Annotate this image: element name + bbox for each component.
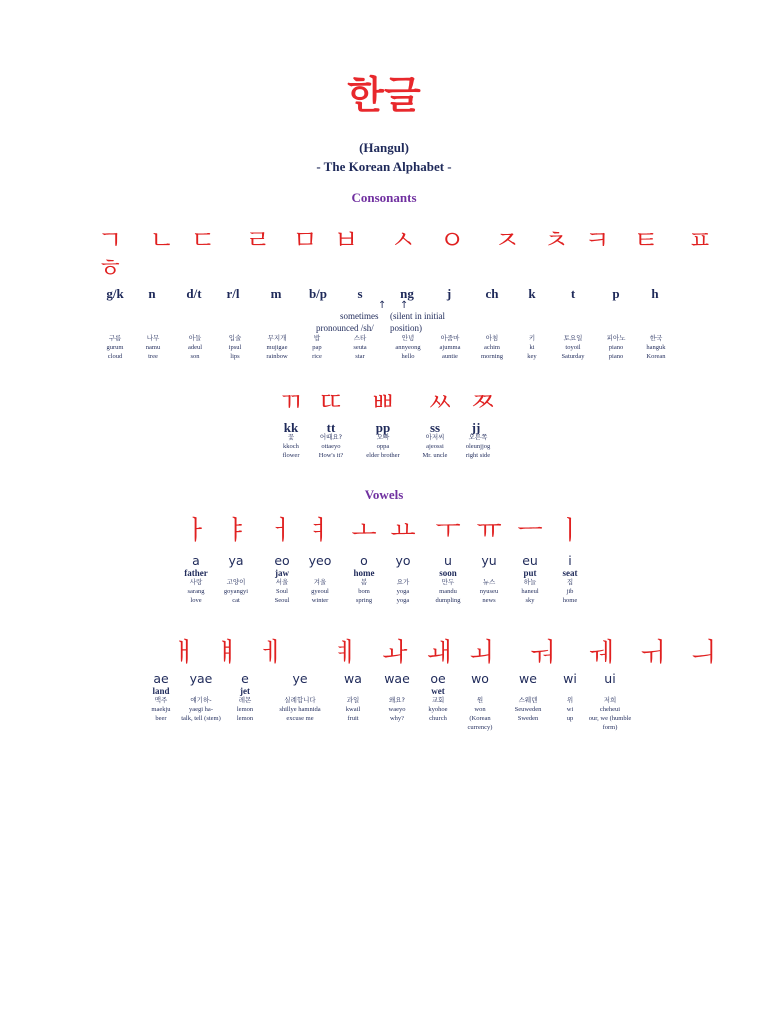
example-meaning: piano [608,353,624,360]
vowel-romanization: ye [292,671,308,686]
vowel-example [277,696,323,723]
example-korean: 원 [476,696,484,704]
example-romanization: Seuweden [514,706,542,713]
example-meaning: why? [389,715,405,722]
example-romanization: ajeossi [426,443,444,450]
example-korean: 아들 [188,334,202,342]
example-meaning: lemon [236,715,254,722]
example-romanization: pap [312,344,322,351]
example-korean: 스타 [353,334,367,342]
vowel-jamo: ㅞ [588,638,614,668]
example-korean: 뉴스 [482,578,496,586]
vowel-romanization: o [360,553,368,568]
example-meaning: elder brother [366,452,400,459]
vowel-jamo: ㅖ [333,638,359,668]
example-romanization: bom [358,588,370,595]
example-korean: 스웨덴 [518,696,538,704]
vowel-jamo: ㅓ [269,516,295,546]
example-meaning: star [355,353,365,360]
double-consonant-romanization: jj [471,420,481,435]
example-romanization: waeyo [388,706,406,713]
vowel-romanization: yo [395,553,411,568]
double-consonant-romanization: pp [375,420,391,435]
example-meaning: our, we (humble form) [588,715,632,731]
example-romanization: haneul [521,588,539,595]
note-ng-position: position) [390,323,423,333]
vowel-romanization: yu [481,553,497,568]
example-meaning: Korean [646,353,666,360]
consonant-jamo: ㄹ [245,226,271,256]
consonant-example [338,334,382,361]
example-korean: 과일 [346,696,360,704]
example-romanization: ipsul [228,344,242,351]
consonant-romanization: n [148,286,156,301]
example-romanization: kyohoe [428,706,448,713]
example-korean: 겨울 [313,578,327,586]
vowel-example [426,578,470,605]
example-meaning: cloud [107,353,123,360]
example-romanization: annyeong [395,344,421,351]
example-romanization: toyoil [565,344,581,351]
vowel-romanization: ya [228,553,244,568]
vowel-example [178,696,224,723]
vowel-example [381,578,425,605]
example-korean: 어때요? [319,433,343,441]
example-romanization: jib [566,588,574,595]
example-romanization: cheheui [599,706,621,713]
vowel-english-word: wet [431,686,445,696]
example-romanization: ajumma [439,344,461,351]
consonant-jamo: ㄱ [97,226,123,256]
example-korean: 위 [566,696,574,704]
example-korean: 나무 [146,334,160,342]
example-korean: 집 [566,578,574,586]
consonant-romanization: d/t [186,286,202,301]
example-korean: 한국 [649,334,663,342]
consonant-romanization: j [446,286,452,301]
example-romanization: namu [145,344,161,351]
example-romanization: mandu [439,588,457,595]
example-korean: 밥 [313,334,321,342]
consonant-jamo: ㅊ [543,226,569,256]
vowel-example [505,696,551,723]
vowel-romanization: e [241,671,249,686]
example-meaning: love [190,597,202,604]
example-korean: 봄 [360,578,368,586]
double-consonant-example [453,433,503,460]
consonant-romanization: ch [485,286,499,301]
example-meaning: Saturday [561,353,585,360]
double-consonant-example [306,433,356,460]
vowel-romanization: wo [471,671,489,686]
vowel-english-word: father [184,568,208,578]
example-korean: 구름 [108,334,122,342]
example-korean: 얘기하- [190,696,212,704]
example-meaning: auntie [442,353,458,360]
vowel-example [415,696,461,723]
vowel-jamo: ㅒ [214,638,240,668]
double-consonant-jamo: ㅃ [370,388,396,418]
consonant-example [634,334,678,361]
vowel-jamo: ㅏ [183,516,209,546]
vowel-romanization: we [519,671,537,686]
example-meaning: key [527,353,537,360]
double-consonant-jamo: ㅉ [470,388,496,418]
vowel-jamo: ㅛ [390,516,416,546]
example-romanization: kwail [345,706,361,713]
example-korean: 아줌마 [440,334,460,342]
consonant-romanization: ng [400,286,414,301]
example-romanization: oppa [376,443,390,450]
example-korean: 아저씨 [425,433,445,441]
vowel-english-word: home [353,568,375,578]
example-meaning: morning [480,353,504,360]
example-meaning: hello [401,353,415,360]
vowel-jamo: ㅝ [529,638,555,668]
example-romanization: ottaeyo [321,443,341,450]
consonant-example [295,334,339,361]
example-romanization: shillye hamnida [279,706,321,713]
example-meaning: flower [282,452,300,459]
example-romanization: ki [529,344,535,351]
vowel-jamo: ㅡ [517,516,543,546]
example-korean: 입술 [228,334,242,342]
vowel-romanization: yae [189,671,213,686]
example-meaning: talk, tell (stem) [181,715,221,722]
example-romanization: gurum [106,344,124,351]
example-meaning: yoga [396,597,410,604]
example-romanization: oleunjjog [465,443,491,450]
vowel-romanization: oe [430,671,446,686]
double-consonant-romanization: tt [326,420,336,435]
example-meaning: news [482,597,496,604]
vowel-example [467,578,511,605]
consonant-jamo: ㅇ [439,226,465,256]
vowel-jamo: ㅑ [223,516,249,546]
example-meaning: right side [465,452,491,459]
example-korean: 저희 [603,696,617,704]
example-meaning: How's it? [318,452,344,459]
vowel-jamo: ㅕ [307,516,333,546]
consonant-romanization: m [270,286,282,301]
vowel-example [222,696,268,723]
consonant-example [173,334,217,361]
example-meaning: up [566,715,574,722]
example-korean: 토요일 [563,334,583,342]
example-korean: 교회 [431,696,445,704]
vowel-jamo: ㅙ [426,638,452,668]
example-romanization: lemon [236,706,254,713]
example-romanization: gyeoul [311,588,329,595]
example-romanization: nyuseu [479,588,499,595]
vowel-english-word: soon [439,568,457,578]
consonant-jamo: ㅂ [333,226,359,256]
vowel-romanization: ae [153,671,169,686]
vowel-example [330,696,376,723]
consonant-jamo: ㄴ [149,226,175,256]
vowel-jamo: ㅜ [435,516,461,546]
example-meaning: church [429,715,447,722]
example-romanization: mujigae [266,344,288,351]
vowel-english-word: land [152,686,170,696]
vowel-jamo: ㅚ [468,638,494,668]
example-korean: 맥주 [154,696,168,704]
consonant-romanization: h [651,286,659,301]
consonant-jamo: ㅋ [584,226,610,256]
example-meaning: Seoul [274,597,290,604]
vowel-jamo: ㅐ [171,638,197,668]
example-romanization: Soul [276,588,288,595]
example-meaning: rainbow [266,353,288,360]
example-romanization: achim [484,344,500,351]
double-consonant-romanization: ss [429,420,441,435]
consonant-jamo: ㅎ [97,254,123,284]
example-romanization: kkoch [283,443,299,450]
vowel-jamo: ㅟ [639,638,665,668]
consonant-romanization: p [612,286,620,301]
consonant-jamo: ㅅ [390,226,416,256]
consonant-jamo: ㄷ [190,226,216,256]
example-romanization: adeul [187,344,203,351]
consonant-romanization: t [570,286,576,301]
example-korean: 서울 [275,578,289,586]
consonant-jamo: ㅌ [633,226,659,256]
vowel-english-word: jet [240,686,250,696]
example-meaning: rice [312,353,322,360]
vowel-example [457,696,503,732]
example-romanization: goyangyi [223,588,249,595]
double-consonant-jamo: ㄲ [278,388,304,418]
vowel-romanization: eo [274,553,290,568]
example-meaning: (Korean currency) [467,715,493,731]
vowel-example [214,578,258,605]
vowel-example [587,696,633,732]
vowel-romanization: ui [604,671,616,686]
consonant-romanization: r/l [226,286,240,301]
example-meaning: tree [148,353,158,360]
vowel-english-word: seat [562,568,578,578]
vowel-jamo: ㅘ [382,638,408,668]
vowel-romanization: wae [384,671,410,686]
example-korean: 사랑 [189,578,203,586]
consonant-example [255,334,299,361]
consonant-romanization: k [528,286,536,301]
example-romanization: sarang [187,588,205,595]
example-korean: 고양이 [226,578,246,586]
example-romanization: yoga [396,588,410,595]
consonant-example [551,334,595,361]
section-heading-vowels: Vowels [364,487,404,502]
vowel-romanization: wa [344,671,362,686]
vowel-english-word: put [523,568,537,578]
consonant-romanization: g/k [106,286,124,301]
example-meaning: dumpling [435,597,461,604]
vowel-example [298,578,342,605]
example-korean: 왜요? [388,696,405,704]
example-korean: 피아노 [606,334,626,342]
arrow-up-icon: ↑ [378,300,387,311]
example-korean: 아침 [485,334,499,342]
example-korean: 키 [528,334,536,342]
example-meaning: son [190,353,200,360]
consonant-jamo: ㅍ [687,226,713,256]
vowel-jamo: ㅣ [557,516,583,546]
subtitle-korean-alphabet: - The Korean Alphabet - [316,159,452,174]
example-romanization: piano [608,344,624,351]
consonant-example [131,334,175,361]
example-meaning: Mr. uncle [422,452,448,459]
arrow-up-icon: ↑ [400,300,409,311]
example-meaning: lips [230,353,240,360]
vowel-example [548,578,592,605]
page-title-hangul: 한글 [347,73,421,117]
vowel-example [342,578,386,605]
vowel-jamo: ㅔ [259,638,285,668]
consonant-romanization: b/p [308,286,328,301]
example-meaning: sky [525,597,535,604]
consonant-jamo: ㅈ [494,226,520,256]
vowel-example [374,696,420,723]
vowel-jamo: ㅗ [351,516,377,546]
vowel-romanization: i [568,553,572,568]
example-korean: 오빠 [376,433,390,441]
example-meaning: winter [311,597,329,604]
consonant-romanization: s [357,286,363,301]
consonant-jamo: ㅁ [292,226,318,256]
consonant-example [213,334,257,361]
example-korean: 만두 [441,578,455,586]
example-meaning: Sweden [517,715,539,722]
example-meaning: beer [155,715,167,722]
example-meaning: cat [232,597,240,604]
example-korean: 무지개 [267,334,287,342]
note-ng-silent: (silent in initial [390,311,445,321]
double-consonant-example [358,433,408,460]
example-romanization: yaegi ha- [188,706,213,713]
example-meaning: fruit [347,715,359,722]
section-heading-consonants: Consonants [351,190,417,205]
example-romanization: seuta [353,344,367,351]
example-korean: 하늘 [523,578,537,586]
example-korean: 실례합니다 [284,696,316,704]
example-romanization: won [474,706,486,713]
consonant-example [428,334,472,361]
vowel-example [174,578,218,605]
subtitle-hangul: (Hangul) [359,140,409,155]
vowel-romanization: eu [522,553,538,568]
consonant-example [510,334,554,361]
vowel-romanization: u [444,553,452,568]
vowel-romanization: a [192,553,200,568]
double-consonant-jamo: ㅆ [427,388,453,418]
consonant-example [594,334,638,361]
note-s-sometimes: sometimes [340,311,379,321]
double-consonant-romanization: kk [283,420,299,435]
example-romanization: wi [566,706,574,713]
note-s-pronounced: pronounced /sh/ [316,323,374,333]
vowel-jamo: ㅠ [476,516,502,546]
example-meaning: spring [355,597,373,604]
example-korean: 오른쪽 [468,433,488,441]
example-romanization: hanguk [646,344,666,351]
vowel-jamo: ㅢ [690,638,716,668]
vowel-romanization: yeo [308,553,332,568]
example-romanization: maekju [151,706,171,713]
example-meaning: home [562,597,578,604]
vowel-english-word: jaw [275,568,289,578]
vowel-romanization: wi [563,671,577,686]
example-korean: 안녕 [401,334,415,342]
example-korean: 꽃 [287,433,295,441]
consonant-example [470,334,514,361]
example-meaning: excuse me [286,715,314,722]
example-korean: 요가 [396,578,410,586]
consonant-example [386,334,430,361]
example-korean: 레몬 [238,696,252,704]
vowel-example [508,578,552,605]
double-consonant-jamo: ㄸ [318,388,344,418]
